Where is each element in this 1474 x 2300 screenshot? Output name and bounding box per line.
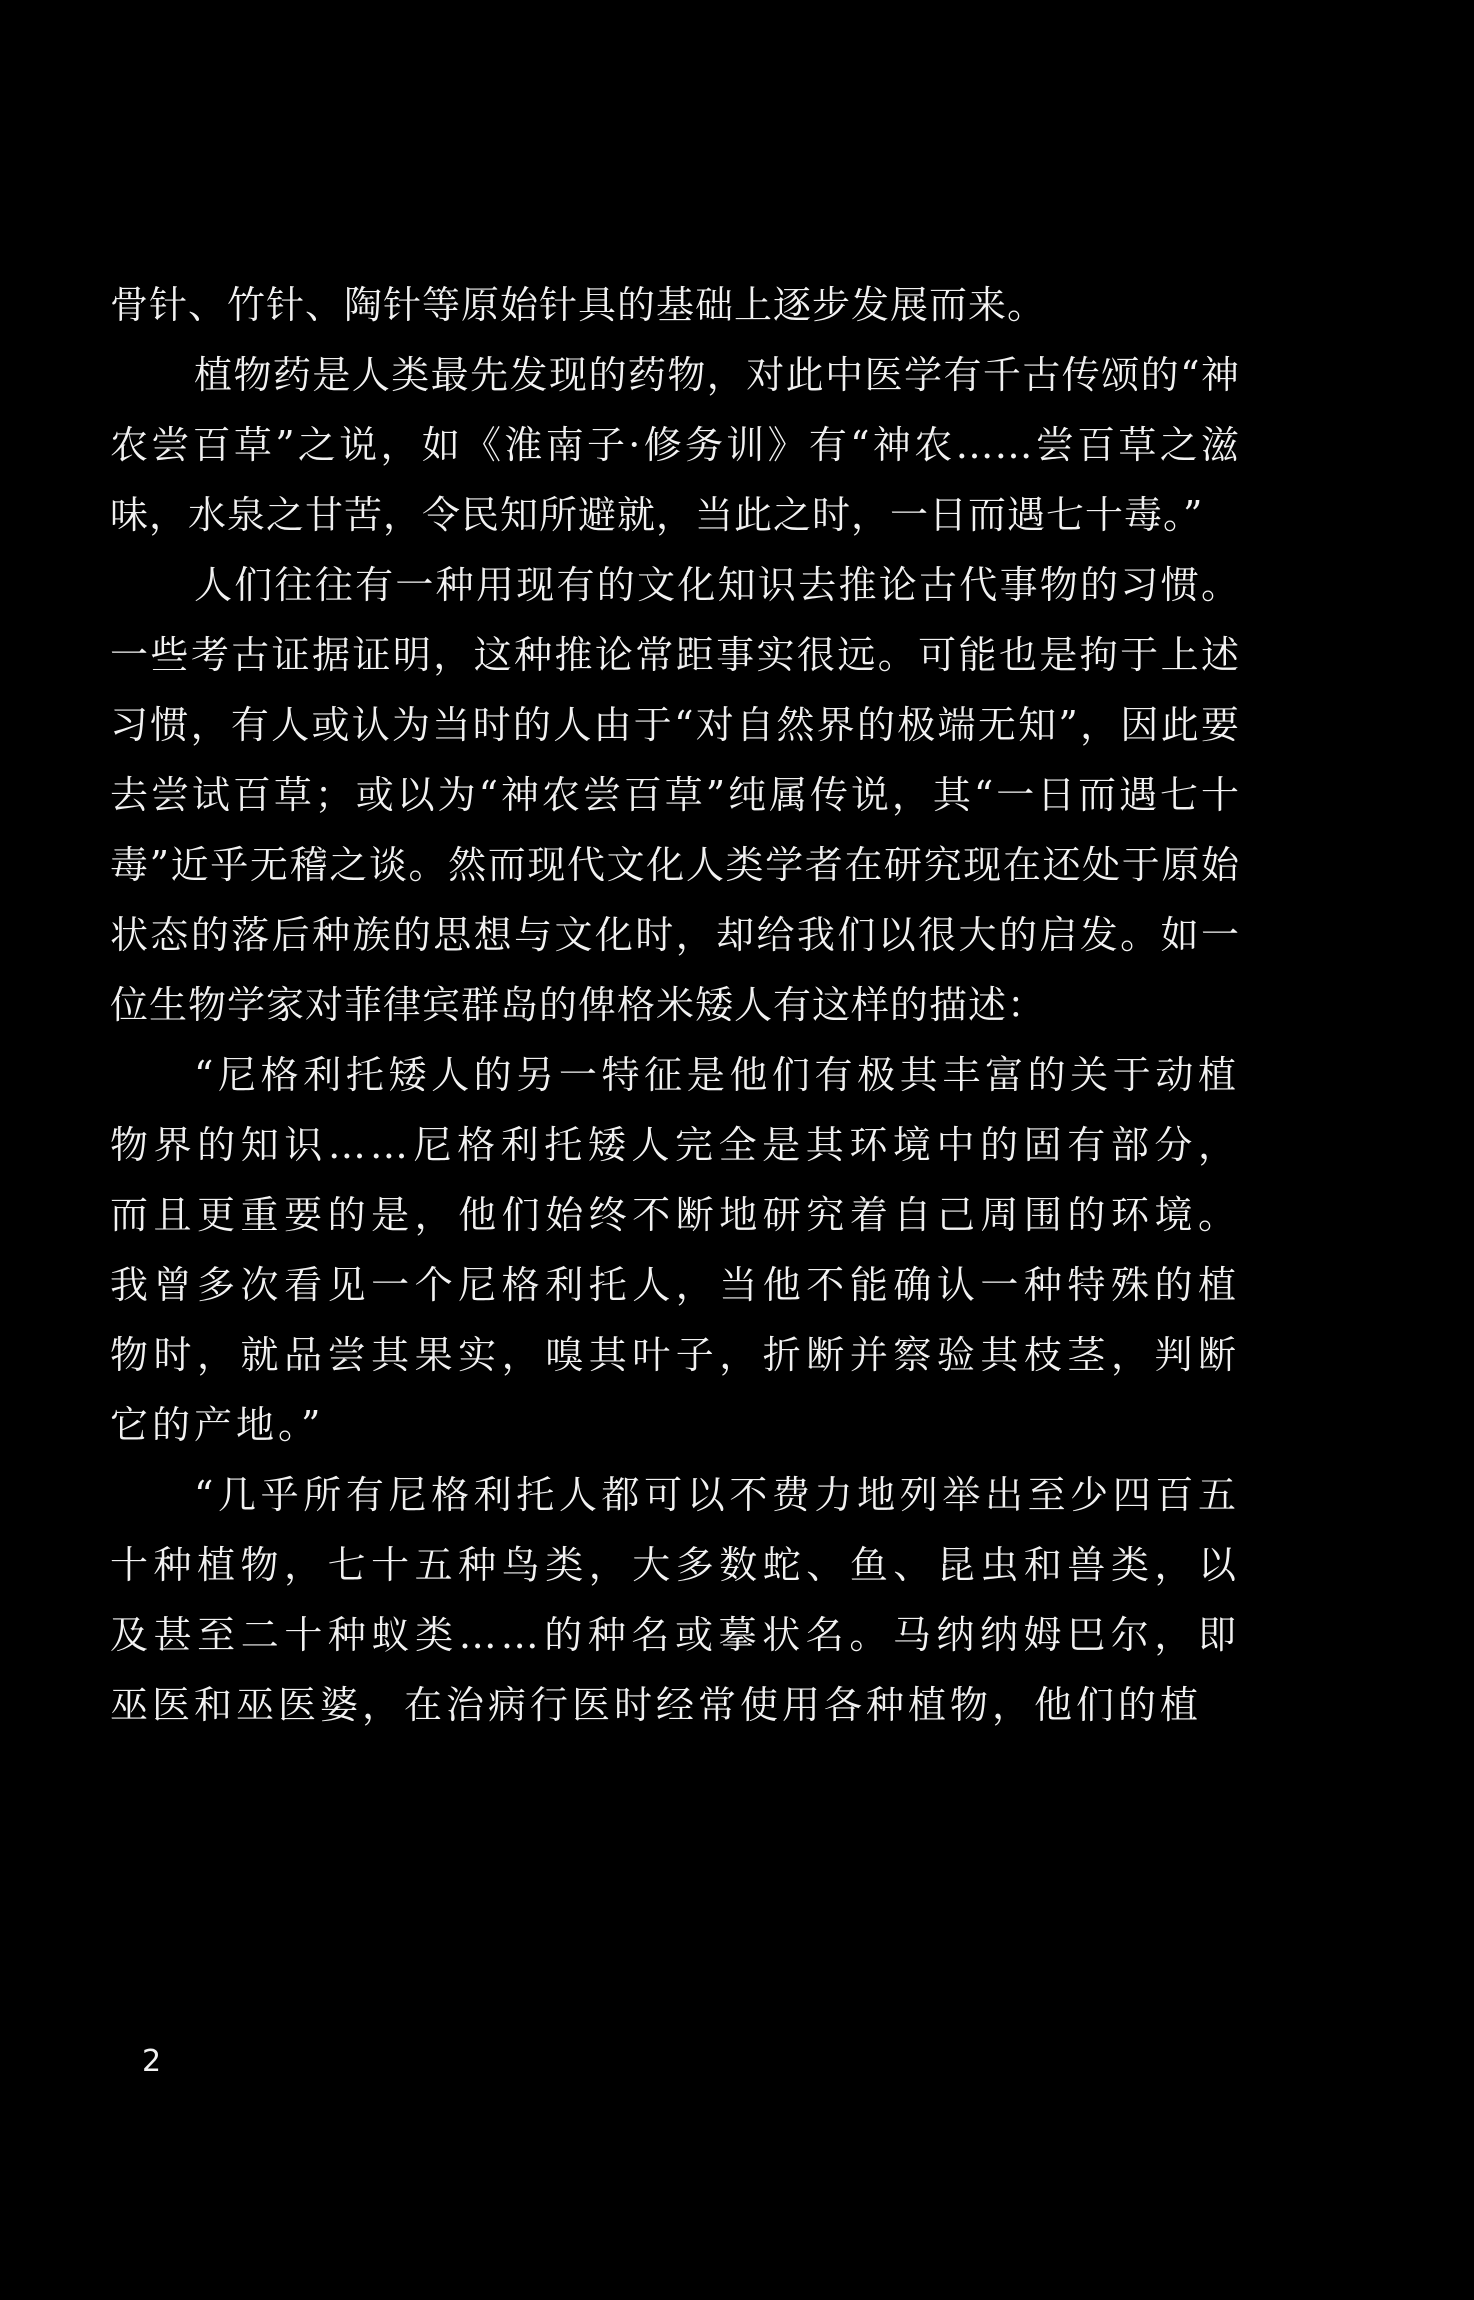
paragraph-plant-medicine: 植物药是人类最先发现的药物，对此中医学有千古传颂的“神农尝百草”之说，如《淮南子·修务训》有“神农……尝百草之滋味，水泉之甘苦，令民知所避就，当此之时，一日而遇七十毒。” xyxy=(110,353,1240,537)
paragraph-inference-habit: 人们往往有一种用现有的文化知识去推论古代事物的习惯。一些考古证据证明，这种推论常距事实很远。可能也是拘于上述习惯，有人或认为当时的人由于“对自然界的极端无知”，因此要去尝试百草；或以为“神农尝百草”纯属传说，其“一日而遇七十毒”近乎无稽之谈。然而现代文化人类学者在研究现在还处于原始状态的落后种族的思想与文化时，却给我们以很大的启发。如一位生物学家对菲律宾群岛的俾格米矮人有这样的描述： xyxy=(110,563,1240,1027)
page-number: 2 xyxy=(142,2044,162,2079)
paragraph-quote-negrito-plants: “几乎所有尼格利托人都可以不费力地列举出至少四百五十种植物，七十五种鸟类，大多数蛇、鱼、昆虫和兽类，以及甚至二十种蚁类……的种名或摹状名。马纳纳姆巴尔，即巫医和巫医婆，在治病行医时经常使用各种植物，他们的植 xyxy=(110,1473,1240,1727)
body-text xyxy=(110,270,1240,1740)
paragraph-continued: 骨针、竹针、陶针等原始针具的基础上逐步发展而来。 xyxy=(110,283,1047,327)
paragraph-quote-negrito-knowledge: “尼格利托矮人的另一特征是他们有极其丰富的关于动植物界的知识……尼格利托矮人完全是其环境中的固有部分，而且更重要的是，他们始终不断地研究着自己周围的环境。我曾多次看见一个尼格利托人，当他不能确认一种特殊的植物时，就品尝其果实，嗅其叶子，折断并察验其枝茎，判断它的产地。” xyxy=(110,1053,1240,1447)
